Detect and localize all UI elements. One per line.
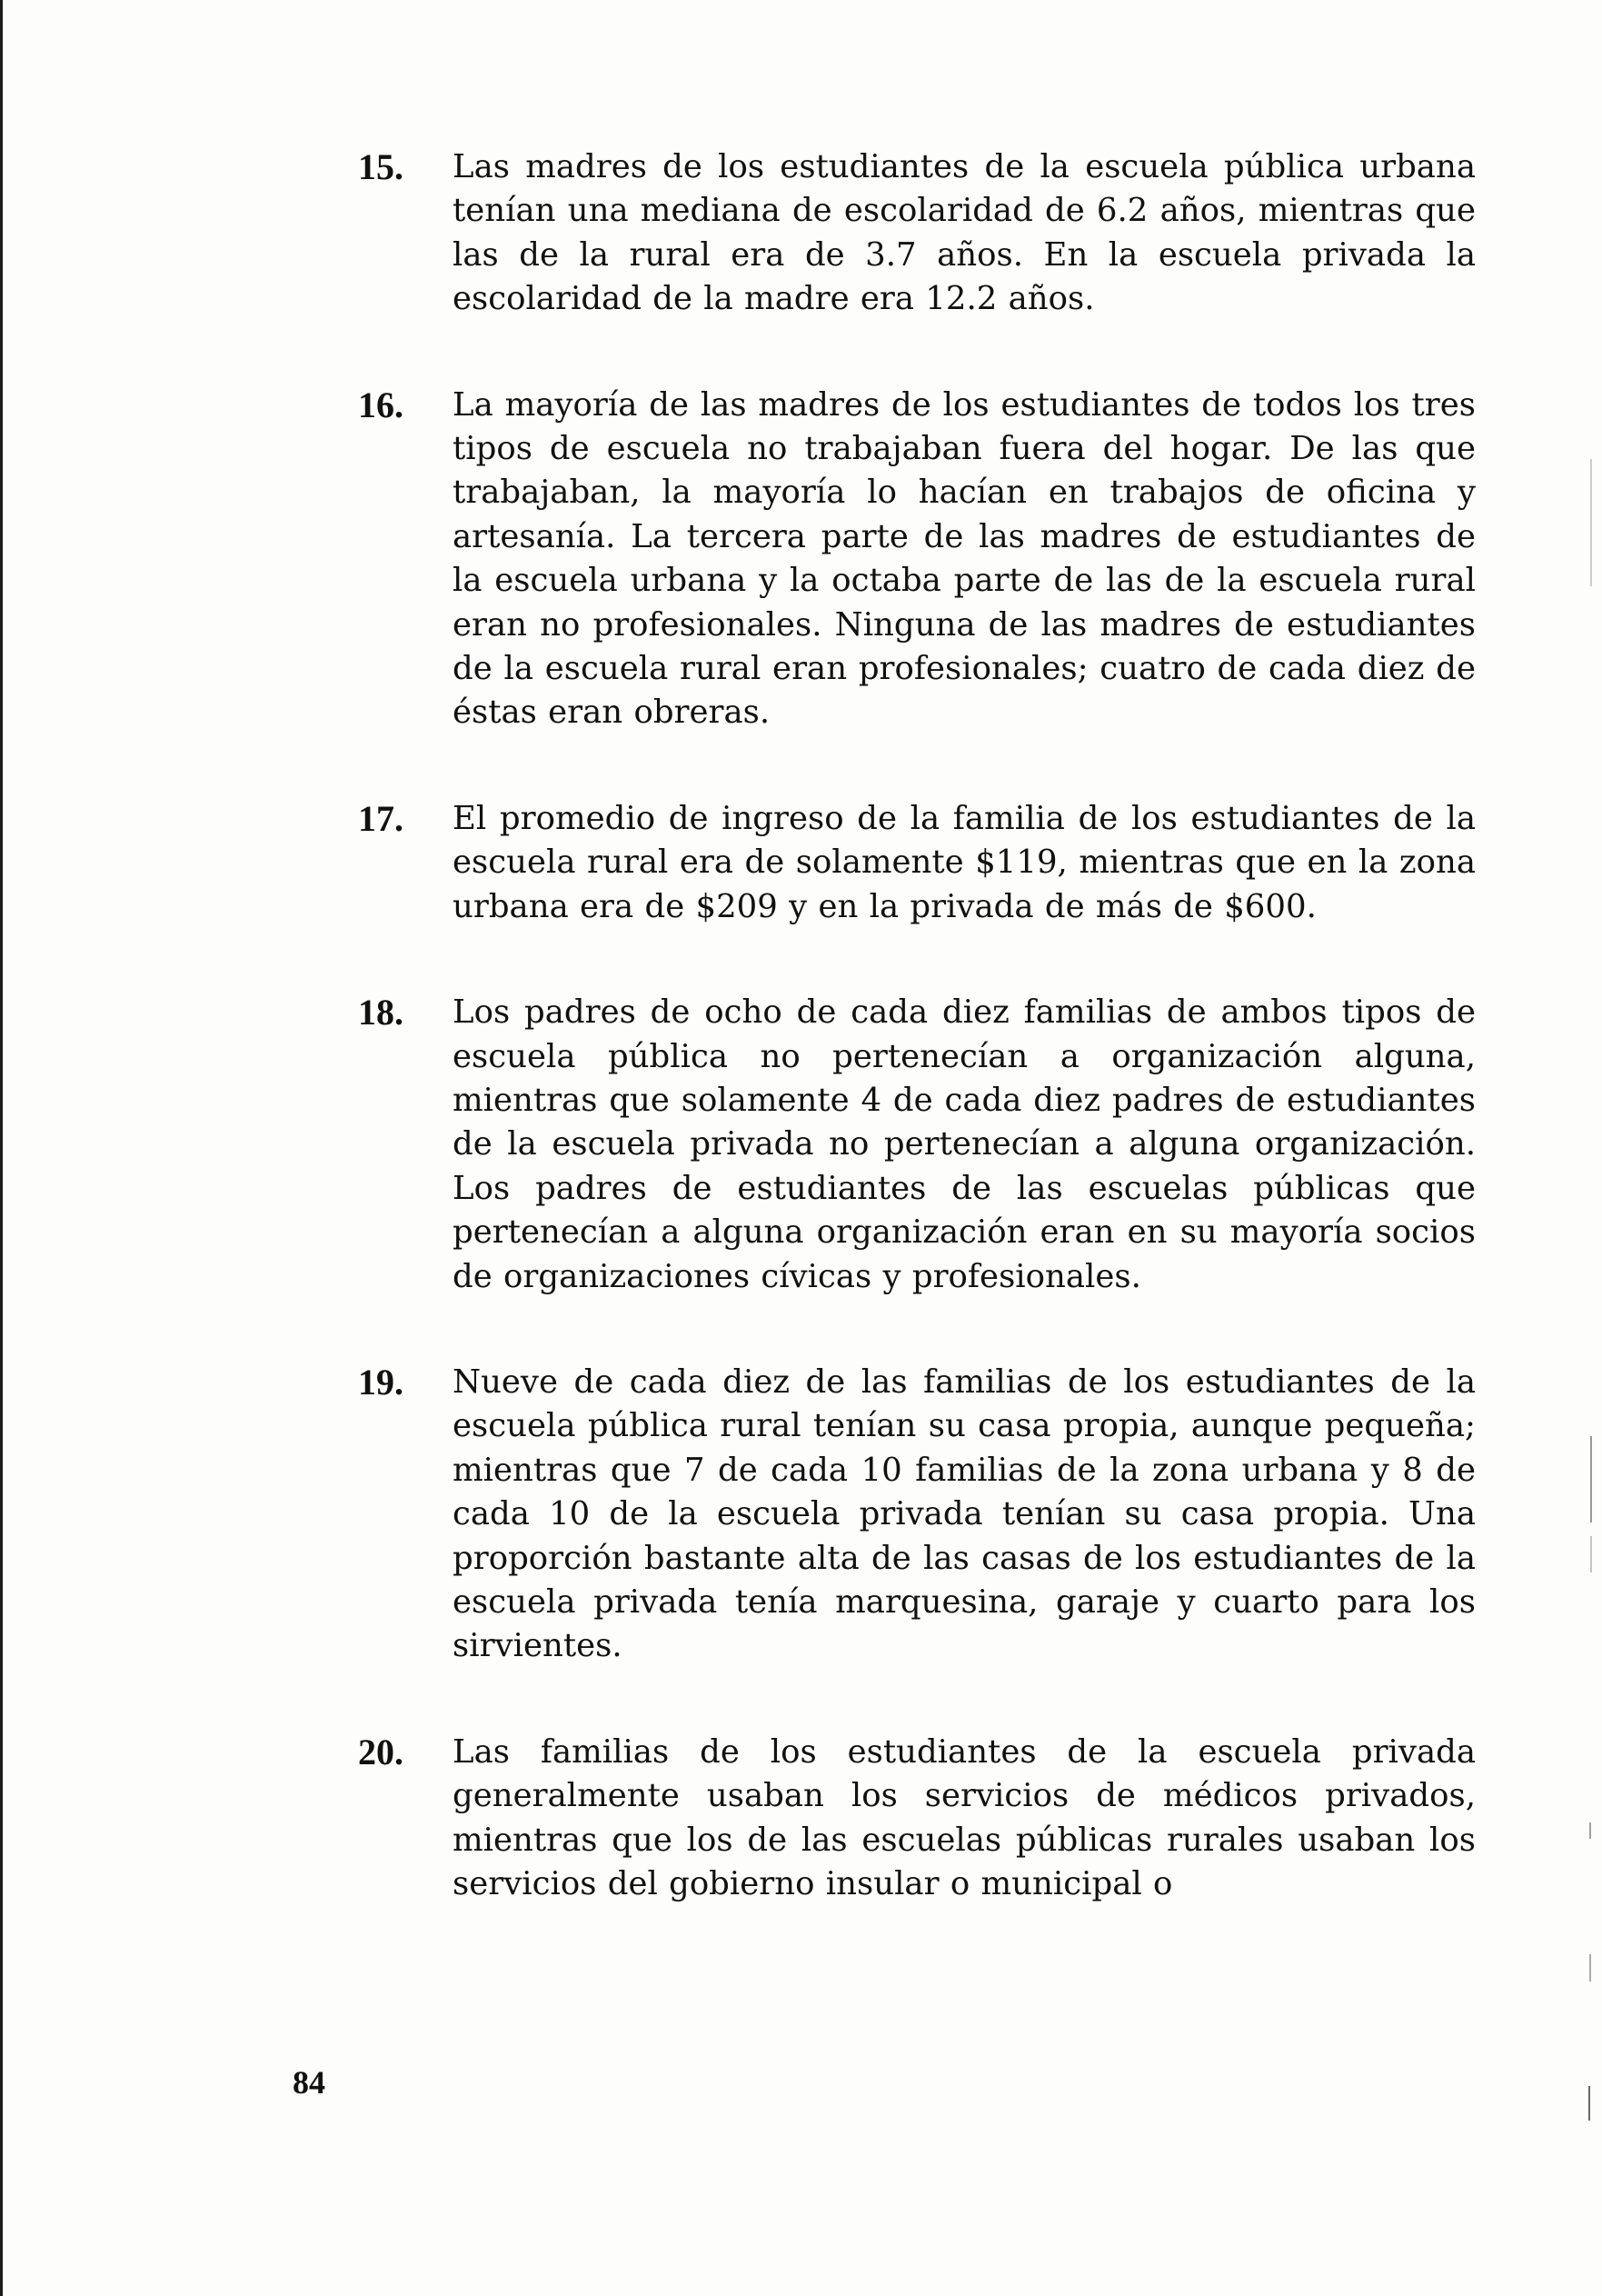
list-item-20 bbox=[358, 1731, 1476, 1907]
page-number: 84 bbox=[293, 2064, 325, 2101]
scan-mark bbox=[1588, 2086, 1590, 2121]
scan-mark bbox=[1590, 1436, 1592, 1522]
item-number: 16. bbox=[358, 384, 403, 425]
item-text: La mayoría de las madres de los estudiantes de todos los tres tipos de escuela no trabajaban fuera del hogar. De las que trabajaban, la mayoría lo hacían en trabajos de oficina y artesanía. La tercera parte de las madres de estudiantes de la escuela urbana y la octaba parte de las de la escuela rural eran no profesionales. Ninguna de las madres de estudiantes de la escuela rural eran profesionales; cuatro de cada diez de éstas eran obreras. bbox=[453, 385, 1476, 732]
list-item-15 bbox=[358, 145, 1476, 322]
list-item-18 bbox=[358, 991, 1476, 1299]
scan-mark bbox=[1590, 1536, 1592, 1572]
item-number: 15. bbox=[358, 146, 403, 187]
item-text: Los padres de ocho de cada diez familias de ambos tipos de escuela pública no pertenecían a organización alguna, mientras que solamente 4 de cada diez padres de estudiantes de la escuela privada no pertenecían a alguna organización. Los padres de estudiantes de las escuelas públicas que pertenecían a alguna organización eran en su mayoría socios de organizaciones cívicas y profesionales. bbox=[453, 993, 1476, 1295]
list-item-19 bbox=[358, 1361, 1476, 1669]
scan-mark bbox=[1589, 1822, 1591, 1839]
findings-list bbox=[358, 145, 1476, 1968]
list-item-16 bbox=[358, 384, 1476, 735]
item-number: 19. bbox=[358, 1361, 403, 1403]
scan-mark bbox=[1590, 459, 1592, 586]
item-text: Las madres de los estudiantes de la escuela pública urbana tenían una mediana de escolaridad de 6.2 años, mientras que las de la rural era de 3.7 años. En la escuela privada la escolaridad de la madre era 12.2 años. bbox=[453, 148, 1476, 318]
item-number: 17. bbox=[358, 797, 403, 839]
item-text: Las familias de los estudiantes de la escuela privada generalmente usaban los servicios de médicos privados, mientras que los de las escuelas públicas rurales usaban los servicios del gobierno insular o municipal o bbox=[453, 1732, 1476, 1902]
scan-left-edge bbox=[0, 0, 3, 2296]
item-text: Nueve de cada diez de las familias de los estudiantes de la escuela pública rural tenían su casa propia, aunque pequeña; mientras que 7 de cada 10 familias de la zona urbana y 8 de cada 10 de la escuela privada tenían su casa propia. Una proporción bastante alta de las casas de los estudiantes de la escuela privada tenía marquesina, garaje y cuarto para los sirvientes. bbox=[453, 1363, 1476, 1665]
item-text: El promedio de ingreso de la familia de los estudiantes de la escuela rural era de solamente $119, mientras que en la zona urbana era de $209 y en la privada de más de $600. bbox=[453, 799, 1476, 925]
item-number: 18. bbox=[358, 992, 403, 1033]
list-item-17 bbox=[358, 797, 1476, 929]
scan-mark bbox=[1589, 1954, 1591, 1982]
item-number: 20. bbox=[358, 1731, 403, 1772]
